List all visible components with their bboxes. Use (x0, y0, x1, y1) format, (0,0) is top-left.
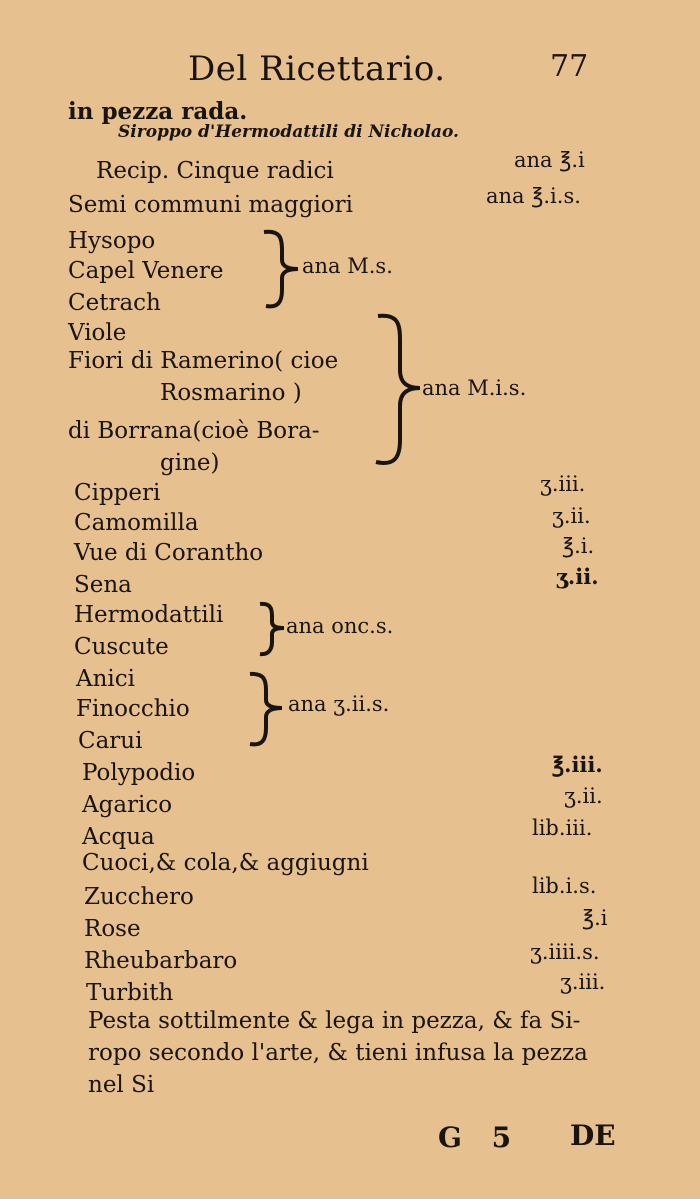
dose: ʒ.iii. (540, 472, 586, 496)
ingredient-line: Carui (78, 728, 143, 754)
instruction-line: nel Si (88, 1072, 155, 1098)
dose: lib.iii. (532, 816, 593, 840)
dose: ana M.s. (302, 254, 393, 278)
ingredient-line: Sena (74, 572, 132, 598)
catchword: DE (570, 1119, 616, 1152)
instruction-line: ropo secondo l'arte, & tieni infusa la pezza (88, 1040, 588, 1066)
ingredient-line: Camomilla (74, 510, 199, 536)
instruction-line: Cuoci,& cola,& aggiugni (82, 850, 369, 876)
ingredient-line: Cetrach (68, 290, 161, 316)
dose: ℥.i (582, 906, 608, 930)
ingredient-line: Rose (84, 916, 141, 942)
dose: ana ℥.i.s. (486, 184, 581, 208)
dose: ana M.i.s. (422, 376, 527, 400)
running-header-title: Del Ricettario. (188, 49, 446, 89)
ingredient-line: Turbith (86, 980, 174, 1006)
ingredient-line: Finocchio (76, 696, 190, 722)
ingredient-line: Rheubarbaro (84, 948, 238, 974)
ingredient-line: Cipperi (74, 480, 161, 506)
dose: ℥.iii. (552, 752, 603, 777)
recipe-title: Siroppo d'Hermodattili di Nicholao. (118, 122, 459, 142)
ingredient-line: Polypodio (82, 760, 196, 786)
ingredient-line: Semi communi maggiori (68, 192, 354, 218)
ingredient-line: Capel Venere (68, 258, 224, 284)
ingredient-line: Anici (76, 666, 136, 692)
dose: ʒ.ii. (556, 564, 599, 589)
ingredient-line: di Borrana(cioè Bora- (68, 418, 320, 444)
ingredient-line: gine) (160, 450, 220, 476)
dose: ʒ.ii. (564, 784, 603, 808)
ingredient-line: Viole (68, 320, 127, 346)
ingredient-line: Zucchero (84, 884, 194, 910)
curly-brace-icon (370, 310, 430, 470)
ingredient-line: Vue di Corantho (74, 540, 264, 566)
page-number: 77 (550, 49, 589, 84)
dose: ʒ.iii. (560, 970, 606, 994)
ingredient-line: Rosmarino ) (160, 380, 302, 406)
ingredient-line: Hermodattili (74, 602, 224, 628)
dose: ʒ.iiii.s. (530, 940, 600, 964)
ingredient-line: Agarico (82, 792, 173, 818)
ingredient-line: Fiori di Ramerino( cioe (68, 348, 339, 374)
signature-mark: G 5 (438, 1121, 512, 1154)
curly-brace-icon (258, 228, 308, 310)
text-line: in pezza rada. (68, 98, 248, 125)
dose: ana ʒ.ii.s. (288, 692, 390, 716)
ingredient-line: Recip. Cinque radici (96, 158, 334, 184)
dose: lib.i.s. (532, 874, 597, 898)
dose: ana ℥.i (514, 148, 585, 172)
ingredient-line: Cuscute (74, 634, 169, 660)
ingredient-line: Hysopo (68, 228, 156, 254)
dose: ana onc.s. (286, 614, 394, 638)
curly-brace-icon (244, 670, 294, 748)
ingredient-line: Acqua (82, 824, 155, 850)
instruction-line: Pesta sottilmente & lega in pezza, & fa Si- (88, 1008, 581, 1034)
dose: ℥.i. (562, 534, 595, 558)
dose: ʒ.ii. (552, 504, 591, 528)
